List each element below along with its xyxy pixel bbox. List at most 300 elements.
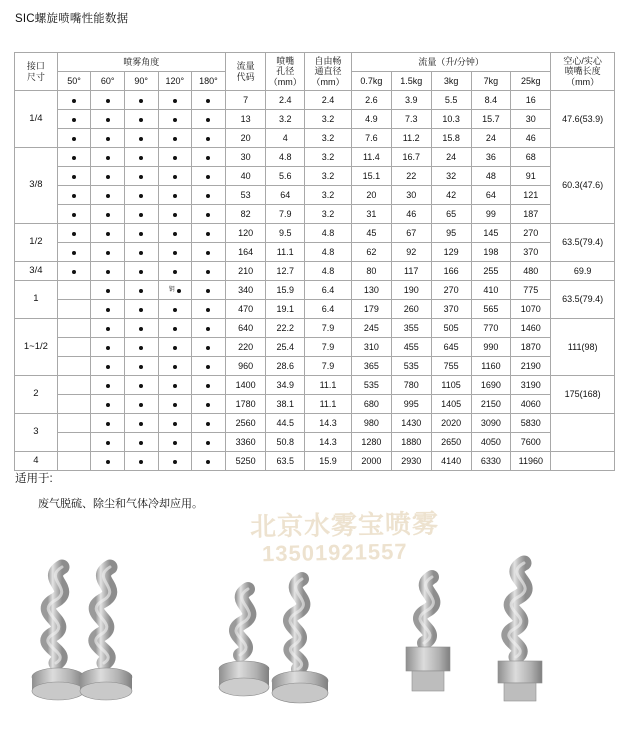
cell-angle-120 bbox=[158, 376, 192, 395]
angle-dot-icon bbox=[206, 289, 210, 293]
header-free-passage-line3: （mm） bbox=[311, 76, 345, 87]
cell-orifice: 4 bbox=[266, 129, 305, 148]
table-row bbox=[15, 110, 615, 129]
cell-free-passage: 3.2 bbox=[305, 186, 352, 205]
angle-dot-icon bbox=[173, 308, 177, 312]
cell-angle-60 bbox=[91, 376, 125, 395]
angle-dot-icon bbox=[173, 441, 177, 445]
cell-flow-code: 3360 bbox=[225, 433, 266, 452]
cell-free-passage: 6.4 bbox=[305, 281, 352, 300]
cell-angle-90 bbox=[124, 148, 158, 167]
cell-flow-25kg: 775 bbox=[511, 281, 551, 300]
angle-dot-icon bbox=[173, 118, 177, 122]
angle-dot-icon bbox=[206, 118, 210, 122]
cell-flow-3kg: 15.8 bbox=[431, 129, 471, 148]
cell-orifice: 7.9 bbox=[266, 205, 305, 224]
cell-angle-60 bbox=[91, 91, 125, 110]
cell-free-passage: 7.9 bbox=[305, 319, 352, 338]
cell-flow-code: 5250 bbox=[225, 452, 266, 471]
cell-interface-size: 1 bbox=[15, 281, 58, 319]
angle-dot-icon bbox=[206, 137, 210, 141]
cell-flow-3kg: 505 bbox=[431, 319, 471, 338]
cell-angle-90 bbox=[124, 243, 158, 262]
cell-flow-7kg: 410 bbox=[471, 281, 511, 300]
table-row bbox=[15, 167, 615, 186]
header-interface-size-line2: 尺寸 bbox=[26, 71, 45, 82]
header-pressure-0-7kg: 0.7kg bbox=[351, 72, 391, 91]
cell-flow-3kg: 5.5 bbox=[431, 91, 471, 110]
cell-flow-0.7kg: 680 bbox=[351, 395, 391, 414]
cell-angle-50 bbox=[57, 91, 91, 110]
cell-flow-25kg: 2190 bbox=[511, 357, 551, 376]
cell-flow-25kg: 11960 bbox=[511, 452, 551, 471]
cell-flow-1.5kg: 16.7 bbox=[391, 148, 431, 167]
table-row bbox=[15, 300, 615, 319]
cell-angle-90 bbox=[124, 110, 158, 129]
angle-dot-icon bbox=[173, 460, 177, 464]
cell-flow-3kg: 42 bbox=[431, 186, 471, 205]
angle-dot-icon bbox=[106, 384, 110, 388]
angle-dot-icon bbox=[139, 289, 143, 293]
cell-flow-7kg: 64 bbox=[471, 186, 511, 205]
cell-flow-0.7kg: 45 bbox=[351, 224, 391, 243]
header-orifice-line2: 孔径 bbox=[276, 66, 295, 77]
angle-dot-icon bbox=[72, 137, 76, 141]
cell-flow-0.7kg: 7.6 bbox=[351, 129, 391, 148]
cell-flow-25kg: 46 bbox=[511, 129, 551, 148]
cell-angle-120 bbox=[158, 395, 192, 414]
cell-free-passage: 7.9 bbox=[305, 338, 352, 357]
cell-angle-60 bbox=[91, 243, 125, 262]
cell-angle-180 bbox=[192, 281, 226, 300]
cell-angle-120 bbox=[158, 186, 192, 205]
table-header bbox=[15, 53, 615, 91]
angle-dot-icon bbox=[106, 137, 110, 141]
cell-angle-60 bbox=[91, 433, 125, 452]
cell-flow-7kg: 565 bbox=[471, 300, 511, 319]
angle-dot-icon bbox=[139, 175, 143, 179]
cell-flow-code: 640 bbox=[225, 319, 266, 338]
cell-flow-7kg: 8.4 bbox=[471, 91, 511, 110]
cell-flow-25kg: 1870 bbox=[511, 338, 551, 357]
cell-flow-25kg: 7600 bbox=[511, 433, 551, 452]
cell-orifice: 15.9 bbox=[266, 281, 305, 300]
angle-dot-icon bbox=[106, 175, 110, 179]
cell-flow-code: 960 bbox=[225, 357, 266, 376]
cell-flow-3kg: 129 bbox=[431, 243, 471, 262]
cell-angle-60 bbox=[91, 129, 125, 148]
angle-dot-icon bbox=[106, 422, 110, 426]
cell-flow-1.5kg: 1430 bbox=[391, 414, 431, 433]
cell-free-passage: 7.9 bbox=[305, 357, 352, 376]
cell-orifice: 63.5 bbox=[266, 452, 305, 471]
angle-dot-icon bbox=[106, 441, 110, 445]
angle-dot-icon bbox=[206, 327, 210, 331]
cell-flow-7kg: 2150 bbox=[471, 395, 511, 414]
cell-angle-50 bbox=[57, 186, 91, 205]
cell-flow-1.5kg: 30 bbox=[391, 186, 431, 205]
cell-orifice: 4.8 bbox=[266, 148, 305, 167]
cell-angle-180 bbox=[192, 319, 226, 338]
cell-flow-1.5kg: 355 bbox=[391, 319, 431, 338]
angle-dot-icon bbox=[72, 232, 76, 236]
cell-flow-7kg: 1160 bbox=[471, 357, 511, 376]
angle-dot-icon bbox=[173, 365, 177, 369]
cell-angle-90 bbox=[124, 319, 158, 338]
cell-angle-120 bbox=[158, 243, 192, 262]
cell-flow-7kg: 24 bbox=[471, 129, 511, 148]
table-row bbox=[15, 224, 615, 243]
cell-interface-size: 1/2 bbox=[15, 224, 58, 262]
cell-nozzle-length bbox=[551, 452, 615, 471]
cell-flow-0.7kg: 535 bbox=[351, 376, 391, 395]
cell-flow-25kg: 3190 bbox=[511, 376, 551, 395]
cell-flow-25kg: 68 bbox=[511, 148, 551, 167]
angle-dot-icon bbox=[206, 441, 210, 445]
cell-angle-60 bbox=[91, 224, 125, 243]
cell-flow-code: 7 bbox=[225, 91, 266, 110]
table-row bbox=[15, 91, 615, 110]
cell-angle-90 bbox=[124, 262, 158, 281]
cell-angle-50 bbox=[57, 224, 91, 243]
table-row bbox=[15, 433, 615, 452]
cell-angle-120 bbox=[158, 414, 192, 433]
cell-orifice: 44.5 bbox=[266, 414, 305, 433]
header-angle-180: 180° bbox=[192, 72, 226, 91]
cell-orifice: 50.8 bbox=[266, 433, 305, 452]
cell-interface-size: 3/4 bbox=[15, 262, 58, 281]
cell-flow-code: 20 bbox=[225, 129, 266, 148]
angle-dot-icon bbox=[106, 365, 110, 369]
table-body bbox=[15, 91, 615, 471]
cell-nozzle-length: 111(98) bbox=[551, 319, 615, 376]
angle-dot-icon bbox=[173, 422, 177, 426]
cell-flow-0.7kg: 130 bbox=[351, 281, 391, 300]
cell-angle-60 bbox=[91, 300, 125, 319]
cell-angle-60 bbox=[91, 110, 125, 129]
header-angle-120: 120° bbox=[158, 72, 192, 91]
cell-angle-180 bbox=[192, 148, 226, 167]
cell-free-passage: 14.3 bbox=[305, 433, 352, 452]
cell-flow-3kg: 95 bbox=[431, 224, 471, 243]
cell-orifice: 11.1 bbox=[266, 243, 305, 262]
cell-angle-50 bbox=[57, 452, 91, 471]
angle-dot-icon bbox=[106, 289, 110, 293]
cell-free-passage: 2.4 bbox=[305, 91, 352, 110]
header-angle-60: 60° bbox=[91, 72, 125, 91]
angle-dot-icon bbox=[106, 403, 110, 407]
cell-flow-3kg: 2650 bbox=[431, 433, 471, 452]
cell-flow-7kg: 4050 bbox=[471, 433, 511, 452]
angle-dot-icon bbox=[173, 194, 177, 198]
cell-flow-1.5kg: 92 bbox=[391, 243, 431, 262]
cell-angle-90 bbox=[124, 433, 158, 452]
cell-flow-1.5kg: 117 bbox=[391, 262, 431, 281]
cell-angle-120 bbox=[158, 338, 192, 357]
cell-flow-1.5kg: 455 bbox=[391, 338, 431, 357]
table-row bbox=[15, 414, 615, 433]
cell-free-passage: 3.2 bbox=[305, 110, 352, 129]
angle-dot-icon bbox=[139, 422, 143, 426]
cell-flow-0.7kg: 20 bbox=[351, 186, 391, 205]
cell-flow-code: 210 bbox=[225, 262, 266, 281]
cell-angle-50 bbox=[57, 148, 91, 167]
angle-dot-icon bbox=[173, 232, 177, 236]
table-row bbox=[15, 319, 615, 338]
cell-angle-50 bbox=[57, 395, 91, 414]
cell-orifice: 22.2 bbox=[266, 319, 305, 338]
angle-dot-icon bbox=[72, 99, 76, 103]
cell-angle-50 bbox=[57, 167, 91, 186]
header-flow-code-line2: 代码 bbox=[236, 71, 255, 82]
table-row bbox=[15, 376, 615, 395]
header-pressure-3kg: 3kg bbox=[431, 72, 471, 91]
cell-angle-60 bbox=[91, 414, 125, 433]
photo-spiral-nozzle-pair-flange bbox=[32, 567, 132, 700]
cell-flow-code: 120 bbox=[225, 224, 266, 243]
table-row bbox=[15, 338, 615, 357]
angle-dot-icon bbox=[173, 99, 177, 103]
cell-flow-25kg: 5830 bbox=[511, 414, 551, 433]
table-row bbox=[15, 357, 615, 376]
cell-flow-3kg: 1105 bbox=[431, 376, 471, 395]
angle-dot-icon bbox=[106, 460, 110, 464]
header-pressure-1-5kg: 1.5kg bbox=[391, 72, 431, 91]
cell-nozzle-length: 60.3(47.6) bbox=[551, 148, 615, 224]
cell-flow-3kg: 24 bbox=[431, 148, 471, 167]
cell-angle-90 bbox=[124, 91, 158, 110]
angle-dot-icon bbox=[173, 346, 177, 350]
cell-flow-0.7kg: 15.1 bbox=[351, 167, 391, 186]
cell-flow-code: 470 bbox=[225, 300, 266, 319]
angle-dot-icon bbox=[173, 175, 177, 179]
cell-angle-90 bbox=[124, 167, 158, 186]
cell-angle-180 bbox=[192, 91, 226, 110]
cell-angle-90 bbox=[124, 338, 158, 357]
cell-nozzle-length: 47.6(53.9) bbox=[551, 91, 615, 148]
cell-angle-90 bbox=[124, 414, 158, 433]
angle-dot-icon bbox=[139, 118, 143, 122]
cell-angle-180 bbox=[192, 414, 226, 433]
cell-flow-code: 53 bbox=[225, 186, 266, 205]
cell-angle-120 bbox=[158, 357, 192, 376]
cell-flow-7kg: 255 bbox=[471, 262, 511, 281]
cell-flow-1.5kg: 7.3 bbox=[391, 110, 431, 129]
cell-angle-120 bbox=[158, 148, 192, 167]
cell-flow-code: 1400 bbox=[225, 376, 266, 395]
watermark-text-line2: 13501921557 bbox=[261, 538, 408, 567]
cell-angle-90 bbox=[124, 300, 158, 319]
header-row-group bbox=[15, 53, 615, 72]
angle-dot-icon bbox=[206, 384, 210, 388]
cell-orifice: 5.6 bbox=[266, 167, 305, 186]
cell-flow-code: 82 bbox=[225, 205, 266, 224]
cell-orifice: 12.7 bbox=[266, 262, 305, 281]
cell-angle-120 bbox=[158, 224, 192, 243]
angle-dot-icon bbox=[206, 365, 210, 369]
cell-orifice: 19.1 bbox=[266, 300, 305, 319]
cell-angle-60 bbox=[91, 357, 125, 376]
cell-free-passage: 3.2 bbox=[305, 167, 352, 186]
cell-nozzle-length: 69.9 bbox=[551, 262, 615, 281]
angle-dot-icon bbox=[173, 327, 177, 331]
angle-dot-icon bbox=[72, 156, 76, 160]
cell-free-passage: 6.4 bbox=[305, 300, 352, 319]
cell-angle-120 bbox=[158, 300, 192, 319]
cell-flow-1.5kg: 995 bbox=[391, 395, 431, 414]
angle-dot-icon bbox=[206, 251, 210, 255]
header-interface-size-line1: 接口 bbox=[26, 61, 45, 72]
cell-orifice: 38.1 bbox=[266, 395, 305, 414]
angle-dot-icon bbox=[139, 270, 143, 274]
angle-note-marker: 钥 bbox=[168, 287, 175, 293]
angle-dot-icon bbox=[139, 137, 143, 141]
cell-flow-3kg: 10.3 bbox=[431, 110, 471, 129]
header-orifice bbox=[266, 53, 305, 91]
cell-flow-0.7kg: 245 bbox=[351, 319, 391, 338]
cell-nozzle-length: 175(168) bbox=[551, 376, 615, 414]
cell-angle-60 bbox=[91, 395, 125, 414]
header-orifice-line3: （mm） bbox=[268, 76, 302, 87]
cell-angle-120 bbox=[158, 129, 192, 148]
angle-dot-icon bbox=[206, 99, 210, 103]
cell-angle-50 bbox=[57, 300, 91, 319]
cell-flow-3kg: 166 bbox=[431, 262, 471, 281]
angle-dot-icon bbox=[72, 175, 76, 179]
cell-angle-50 bbox=[57, 281, 91, 300]
cell-angle-90 bbox=[124, 129, 158, 148]
cell-angle-60 bbox=[91, 281, 125, 300]
cell-flow-1.5kg: 11.2 bbox=[391, 129, 431, 148]
cell-angle-60 bbox=[91, 338, 125, 357]
cell-flow-0.7kg: 980 bbox=[351, 414, 391, 433]
table-row bbox=[15, 186, 615, 205]
cell-orifice: 25.4 bbox=[266, 338, 305, 357]
cell-flow-code: 13 bbox=[225, 110, 266, 129]
cell-flow-3kg: 645 bbox=[431, 338, 471, 357]
cell-free-passage: 4.8 bbox=[305, 224, 352, 243]
header-nozzle-length bbox=[551, 53, 615, 91]
cell-angle-180 bbox=[192, 205, 226, 224]
cell-angle-90 bbox=[124, 186, 158, 205]
photo-spiral-nozzle-threaded bbox=[406, 563, 542, 701]
header-flow-code-line1: 流量 bbox=[236, 61, 255, 72]
cell-flow-1.5kg: 535 bbox=[391, 357, 431, 376]
cell-angle-180 bbox=[192, 262, 226, 281]
cell-flow-3kg: 65 bbox=[431, 205, 471, 224]
table-row bbox=[15, 452, 615, 471]
cell-flow-code: 2560 bbox=[225, 414, 266, 433]
cell-angle-180 bbox=[192, 376, 226, 395]
cell-angle-90 bbox=[124, 357, 158, 376]
cell-flow-25kg: 121 bbox=[511, 186, 551, 205]
angle-dot-icon bbox=[139, 327, 143, 331]
header-nozzle-length-line3: （mm） bbox=[566, 76, 600, 87]
header-interface-size bbox=[15, 53, 58, 91]
angle-dot-icon bbox=[173, 251, 177, 255]
cell-flow-1.5kg: 2930 bbox=[391, 452, 431, 471]
cell-flow-0.7kg: 4.9 bbox=[351, 110, 391, 129]
header-free-passage-line2: 通直径 bbox=[314, 66, 342, 77]
cell-orifice: 34.9 bbox=[266, 376, 305, 395]
angle-dot-icon bbox=[173, 213, 177, 217]
angle-dot-icon bbox=[139, 99, 143, 103]
cell-orifice: 9.5 bbox=[266, 224, 305, 243]
cell-angle-180 bbox=[192, 433, 226, 452]
cell-interface-size: 3 bbox=[15, 414, 58, 452]
cell-angle-120 bbox=[158, 167, 192, 186]
header-orifice-line1: 喷嘴 bbox=[276, 55, 295, 66]
angle-dot-icon bbox=[206, 460, 210, 464]
cell-free-passage: 15.9 bbox=[305, 452, 352, 471]
header-free-passage bbox=[305, 53, 352, 91]
cell-angle-50 bbox=[57, 110, 91, 129]
angle-dot-icon bbox=[173, 156, 177, 160]
cell-angle-50 bbox=[57, 414, 91, 433]
cell-orifice: 64 bbox=[266, 186, 305, 205]
cell-free-passage: 4.8 bbox=[305, 262, 352, 281]
cell-angle-50 bbox=[57, 205, 91, 224]
cell-free-passage: 4.8 bbox=[305, 243, 352, 262]
cell-angle-60 bbox=[91, 262, 125, 281]
cell-flow-1.5kg: 190 bbox=[391, 281, 431, 300]
angle-dot-icon bbox=[106, 327, 110, 331]
angle-dot-icon bbox=[139, 213, 143, 217]
cell-flow-7kg: 1690 bbox=[471, 376, 511, 395]
table-row bbox=[15, 205, 615, 224]
page-title: SIC螺旋喷嘴性能数据 bbox=[15, 13, 129, 25]
cell-flow-0.7kg: 365 bbox=[351, 357, 391, 376]
cell-angle-180 bbox=[192, 452, 226, 471]
cell-flow-0.7kg: 310 bbox=[351, 338, 391, 357]
cell-orifice: 28.6 bbox=[266, 357, 305, 376]
cell-angle-60 bbox=[91, 452, 125, 471]
angle-dot-icon bbox=[139, 346, 143, 350]
cell-interface-size: 1/4 bbox=[15, 91, 58, 148]
cell-angle-180 bbox=[192, 224, 226, 243]
cell-nozzle-length: 63.5(79.4) bbox=[551, 224, 615, 262]
cell-angle-50 bbox=[57, 319, 91, 338]
cell-angle-60 bbox=[91, 167, 125, 186]
angle-dot-icon bbox=[106, 232, 110, 236]
cell-flow-7kg: 3090 bbox=[471, 414, 511, 433]
cell-interface-size: 4 bbox=[15, 452, 58, 471]
angle-dot-icon bbox=[173, 403, 177, 407]
cell-free-passage: 11.1 bbox=[305, 376, 352, 395]
angle-dot-icon bbox=[206, 403, 210, 407]
cell-interface-size: 2 bbox=[15, 376, 58, 414]
header-nozzle-length-line2: 喷嘴长度 bbox=[564, 66, 601, 77]
angle-dot-icon bbox=[139, 441, 143, 445]
cell-flow-0.7kg: 31 bbox=[351, 205, 391, 224]
cell-free-passage: 11.1 bbox=[305, 395, 352, 414]
cell-flow-1.5kg: 22 bbox=[391, 167, 431, 186]
cell-angle-120 bbox=[158, 319, 192, 338]
cell-angle-180 bbox=[192, 395, 226, 414]
cell-angle-50 bbox=[57, 376, 91, 395]
cell-orifice: 2.4 bbox=[266, 91, 305, 110]
cell-angle-120 bbox=[158, 281, 192, 300]
angle-dot-icon bbox=[206, 156, 210, 160]
cell-flow-25kg: 480 bbox=[511, 262, 551, 281]
angle-dot-icon bbox=[139, 194, 143, 198]
angle-dot-icon bbox=[72, 194, 76, 198]
cell-angle-50 bbox=[57, 357, 91, 376]
nozzle-product-photos bbox=[14, 555, 615, 725]
cell-angle-180 bbox=[192, 129, 226, 148]
cell-flow-7kg: 990 bbox=[471, 338, 511, 357]
angle-dot-icon bbox=[72, 270, 76, 274]
